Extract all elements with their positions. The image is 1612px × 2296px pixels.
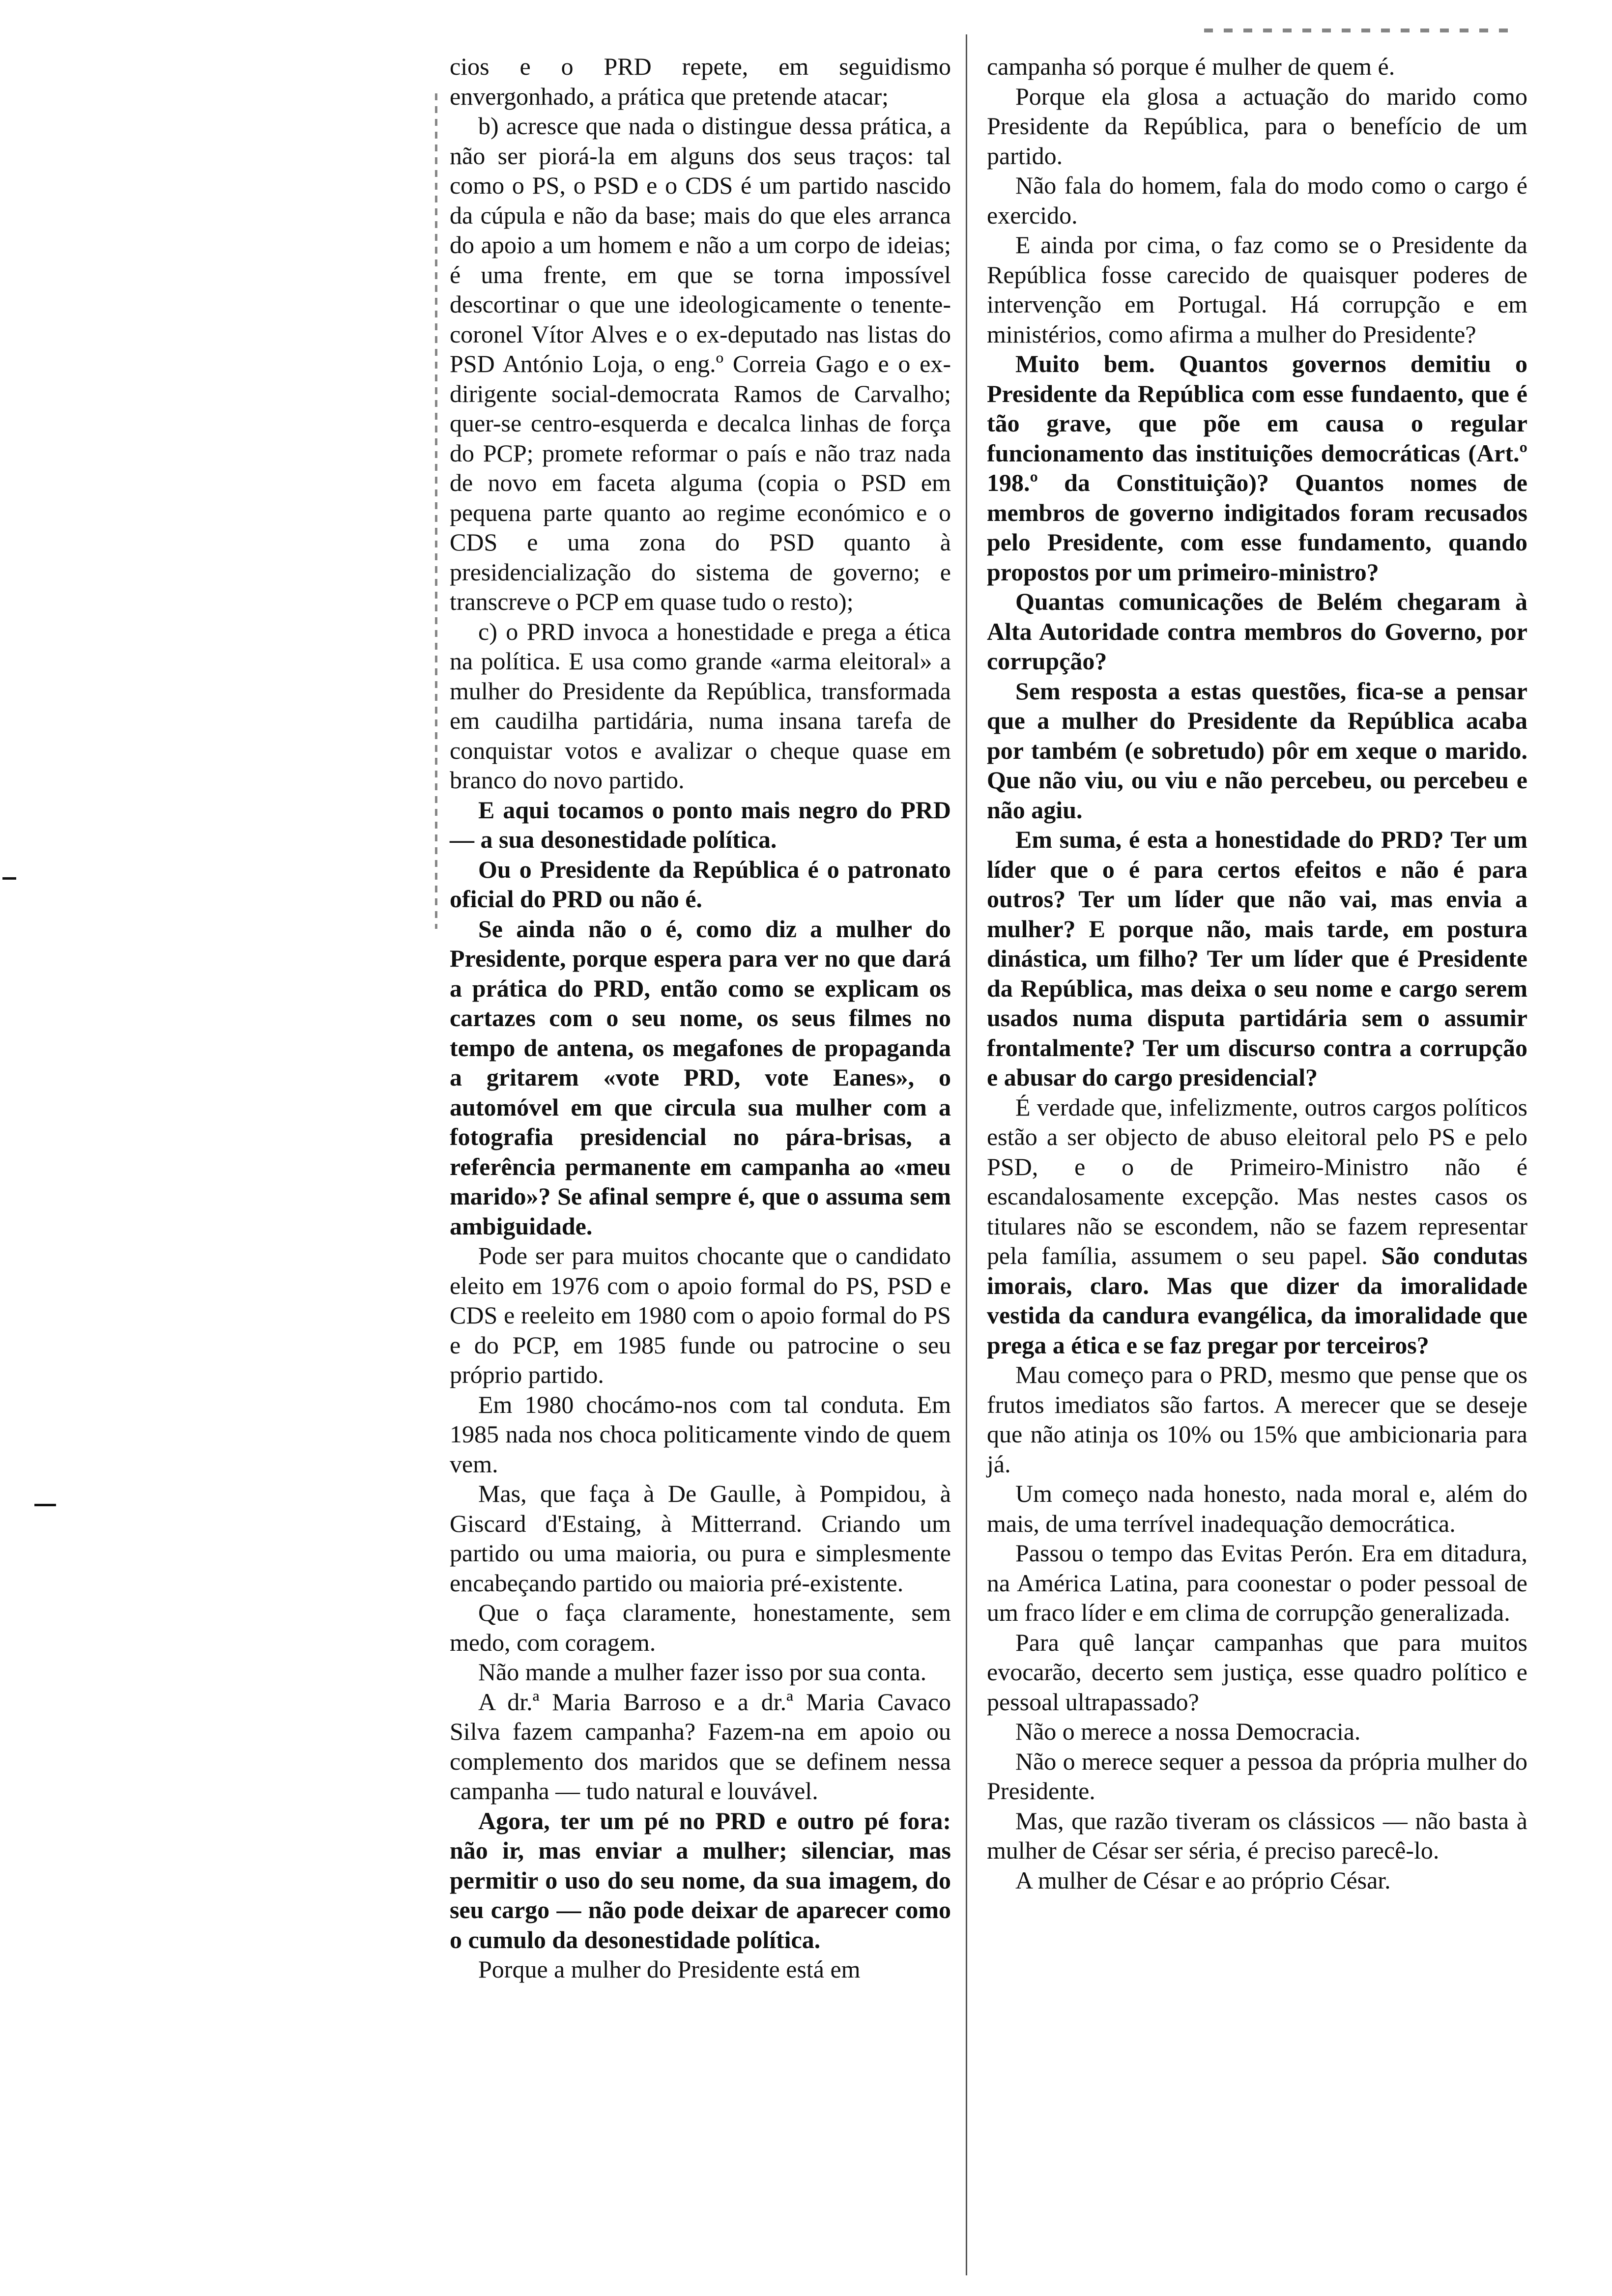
paragraph: Porque ela glosa a actuação do marido como Presidente da República, para o benefício de um partido. — [987, 82, 1527, 170]
paragraph: Para quê lançar campanhas que para muitos evocarão, decerto sem justiça, esse quadro político e pessoal ultrapassado? — [987, 1628, 1527, 1716]
paragraph-plain-part: É verdade que, infelizmente, outros cargos políticos estão a ser objecto de abuso eleitoral pelo PS e pelo PSD, e o de Primeiro-Ministro não é escandalosamente excepção. Mas nestes casos os titulares não se escondem, não se fazem representar pela família, assumem o seu papel. — [987, 1093, 1527, 1269]
paragraph: Um começo nada honesto, nada moral e, além do mais, de uma terrível inadequação democrática. — [987, 1480, 1527, 1537]
paragraph: Mas, que faça à De Gaulle, à Pompidou, à Giscard d'Estaing, à Mitterrand. Criando um partido ou uma maioria, ou pura e simplesmente encabeçando partido ou maioria pré-existente. — [450, 1480, 951, 1597]
paragraph: Não fala do homem, fala do modo como o cargo é exercido. — [987, 172, 1527, 229]
paragraph: Agora, ter um pé no PRD e outro pé fora: não ir, mas enviar a mulher; silenciar, mas permitir o uso do seu nome, da sua imagem, do seu cargo — não pode deixar de aparecer como o cumulo da desonestidade política. — [450, 1807, 951, 1953]
paragraph: Em suma, é esta a honestidade do PRD? Ter um líder que o é para certos efeitos e não é para outros? Ter um líder que não vai, mas envia a mulher? E porque não, mais tarde, em postura dinástica, um filho? Ter um líder que é Presidente da República, mas deixa o seu nome e cargo serem usados numa disputa partidária sem o assumir frontalmente? Ter um discurso contra a corrupção e abusar do cargo presidencial? — [987, 826, 1527, 1091]
paragraph: Mas, que razão tiveram os clássicos — não basta à mulher de César ser séria, é preciso parecê-lo. — [987, 1807, 1527, 1864]
paragraph: A mulher de César e ao próprio César. — [1015, 1866, 1391, 1894]
column-edge-mark — [435, 93, 437, 929]
paragraph: b) acresce que nada o distingue dessa prática, a não ser piorá-la em alguns dos seus traços: tal como o PS, o PSD e o CDS é um partido nascido da cúpula e não da base; mais do que eles arranca do apoio a um homem e não a um corpo de ideias; é uma frente, em que se torna impossível descortinar o que une ideologicamente o tenente-coronel Vítor Alves e o ex-deputado nas listas do PSD António Loja, o eng.º Correia Gago e o ex-dirigente social-democrata Ramos de Carvalho; quer-se centro-esquerda e decalca linhas de força do PCP; promete reformar o país e não traz nada de novo em faceta alguma (copia o PSD em pequena parte quanto ao regime económico e o CDS e uma zona do PSD quanto à presidencialização do sistema de governo; e transcreve o PCP em quase tudo o resto); — [450, 112, 951, 615]
paragraph: Não o merece sequer a pessoa da própria mulher do Presidente. — [987, 1747, 1527, 1805]
right-text-column — [987, 52, 1527, 1895]
paragraph: campanha só porque é mulher de quem é. — [987, 53, 1395, 80]
left-text-column — [450, 52, 951, 1984]
paragraph — [987, 1092, 1527, 1360]
paragraph: E aqui tocamos o ponto mais negro do PRD — a sua desonestidade política. — [450, 796, 951, 853]
paragraph: Muito bem. Quantos governos demitiu o Presidente da República com esse fundaento, que é tão grave, que põe em causa o regular funcionamento das instituições democráticas (Art.º 198.º da Constituição)? Quantos nomes de membros de governo indigitados foram recusados pelo Presidente, com esse fundamento, quando propostos por um primeiro-ministro? — [987, 350, 1527, 586]
scan-mark — [2, 877, 16, 880]
paragraph: A dr.ª Maria Barroso e a dr.ª Maria Cavaco Silva fazem campanha? Fazem-na em apoio ou complemento dos maridos que se definem nessa campanha — tudo natural e louvável. — [450, 1688, 951, 1805]
scan-mark — [34, 1504, 56, 1506]
paragraph: Mau começo para o PRD, mesmo que pense que os frutos imediatos são fartos. A merecer que se deseje que não atinja os 10% ou 15% que ambicionaria para já. — [987, 1361, 1527, 1478]
paragraph: Quantas comunicações de Belém chegaram à Alta Autoridade contra membros do Governo, por corrupção? — [987, 588, 1527, 675]
paragraph: Em 1980 chocámo-nos com tal conduta. Em 1985 nada nos choca politicamente vindo de quem vem. — [450, 1390, 951, 1478]
paragraph: Ou o Presidente da República é o patronato oficial do PRD ou não é. — [450, 855, 951, 913]
paragraph: Sem resposta a estas questões, fica-se a pensar que a mulher do Presidente da República acaba por também (e sobretudo) pôr em xeque o marido. Que não viu, ou viu e não percebeu, ou percebeu e não agiu. — [987, 677, 1527, 824]
paragraph: cios e o PRD repete, em seguidismo envergonhado, a prática que pretende atacar; — [450, 53, 951, 110]
paragraph: Passou o tempo das Evitas Perón. Era em ditadura, na América Latina, para coonestar o poder pessoal de um fraco líder e em clima de corrupção generalizada. — [987, 1539, 1527, 1626]
paragraph: E ainda por cima, o faz como se o Presidente da República fosse carecido de quaisquer poderes de intervenção em Portugal. Há corrupção e em ministérios, como afirma a mulher do Presidente? — [987, 231, 1527, 348]
paragraph: c) o PRD invoca a honestidade e prega a ética na política. E usa como grande «arma eleitoral» a mulher do Presidente da República, transformada em caudilha partidária, numa insana tarefa de conquistar votos e avalizar o cheque quase em branco do novo partido. — [450, 617, 951, 794]
paragraph: Não o merece a nossa Democracia. — [1015, 1718, 1361, 1745]
paragraph: Porque a mulher do Presidente está em — [478, 1955, 861, 1983]
scan-noise — [1204, 29, 1519, 32]
paragraph: Que o faça claramente, honestamente, sem medo, com coragem. — [450, 1599, 951, 1656]
paragraph: Pode ser para muitos chocante que o candidato eleito em 1976 com o apoio formal do PS, PSD e CDS e reeleito em 1980 com o apoio formal do PS e do PCP, em 1985 funde ou patrocine o seu próprio partido. — [450, 1242, 951, 1388]
column-divider — [966, 34, 967, 2275]
paragraph: Não mande a mulher fazer isso por sua conta. — [478, 1658, 927, 1686]
paragraph-bold-part: São condutas imorais, claro. Mas que dizer da imoralidade vestida da candura evangélica, da imoralidade que prega a ética e se faz pregar por terceiros? — [987, 1242, 1527, 1359]
paragraph: Se ainda não o é, como diz a mulher do Presidente, porque espera para ver no que dará a prática do PRD, então como se explicam os cartazes com o seu nome, os seus filmes no tempo de antena, os megafones de propaganda a gritarem «vote PRD, vote Eanes», o automóvel em que circula sua mulher com a fotografia presidencial no pára-brisas, a referência permanente em campanha ao «meu marido»? Se afinal sempre é, que o assuma sem ambiguidade. — [450, 915, 951, 1240]
